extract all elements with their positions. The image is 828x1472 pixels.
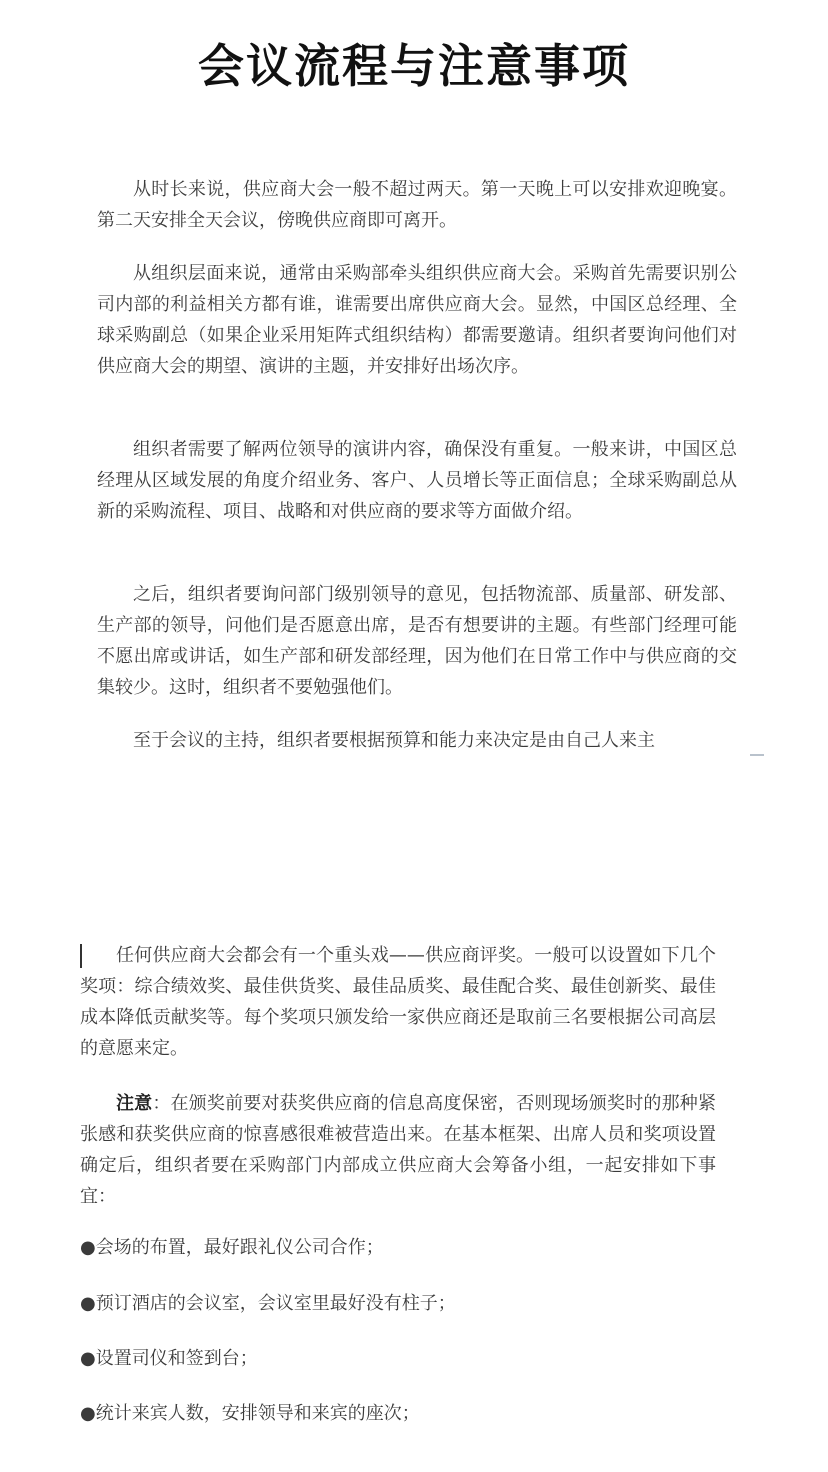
paragraph-organization: 从组织层面来说，通常由采购部牵头组织供应商大会。采购首先需要识别公司内部的利益相关方都有谁，谁需要出席供应商大会。显然，中国区总经理、全球采购副总（如果企业采用矩阵式组织结构）都需要邀请。组织者要询问他们对供应商大会的期望、演讲的主题，并安排好出场次序。: [97, 263, 737, 377]
list-item: ●设置司仪和签到台；: [80, 1348, 258, 1369]
paragraph-awards: 任何供应商大会都会有一个重头戏——供应商评奖。一般可以设置如下几个奖项：综合绩效奖、最佳供货奖、最佳品质奖、最佳配合奖、最佳创新奖、最佳成本降低贡献奖等。每个奖项只颁发给一家供应商还是取前三名要根据公司高层的意愿来定。: [80, 945, 716, 1059]
page-title: 会议流程与注意事项: [198, 39, 630, 93]
list-item: ●会场的布置，最好跟礼仪公司合作；: [80, 1237, 384, 1258]
list-item: ●统计来宾人数，安排领导和来宾的座次；: [80, 1403, 420, 1424]
paragraph-duration: 从时长来说，供应商大会一般不超过两天。第一天晚上可以安排欢迎晚宴。第二天安排全天会议，傍晚供应商即可离开。: [97, 179, 737, 231]
paragraph-department-leaders: 之后，组织者要询问部门级别领导的意见，包括物流部、质量部、研发部、生产部的领导，问他们是否愿意出席，是否有想要讲的主题。有些部门经理可能不愿出席或讲话，如生产部和研发部经理，因为他们在日常工作中与供应商的交集较少。这时，组织者不要勉强他们。: [97, 584, 737, 698]
decorative-mark: [750, 754, 764, 756]
paragraph-note: [80, 1088, 716, 1212]
note-text: ：在颁奖前要对获奖供应商的信息高度保密，否则现场颁奖时的那种紧张感和获奖供应商的惊喜感很难被营造出来。在基本框架、出席人员和奖项设置确定后，组织者要在采购部门内部成立供应商大会筹备小组，一起安排如下事宜：: [80, 1093, 716, 1207]
paragraph-host: 至于会议的主持，组织者要根据预算和能力来决定是由自己人来主: [133, 730, 655, 751]
paragraph-speeches: 组织者需要了解两位领导的演讲内容，确保没有重复。一般来讲，中国区总经理从区域发展的角度介绍业务、客户、人员增长等正面信息；全球采购副总从新的采购流程、项目、战略和对供应商的要求等方面做介绍。: [97, 439, 737, 522]
list-item: ●预订酒店的会议室，会议室里最好没有柱子；: [80, 1293, 456, 1314]
note-label: 注意: [116, 1093, 153, 1114]
